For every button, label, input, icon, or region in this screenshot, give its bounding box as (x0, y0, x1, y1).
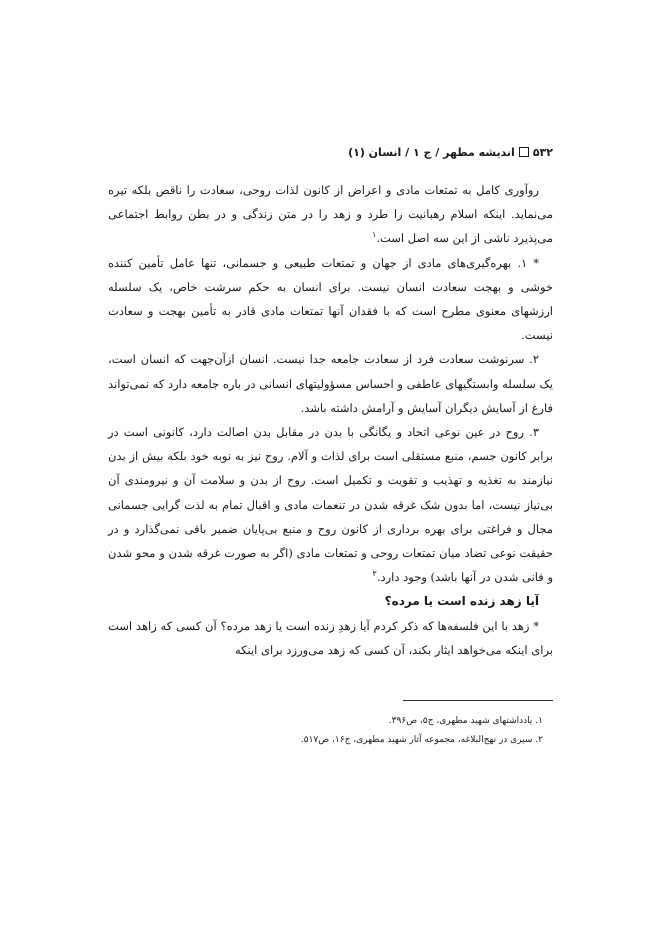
running-title: اندیشه مطهر / ج ۱ / انسان (۱) (348, 146, 515, 159)
section-heading: آیا زهد زنده است یا مرده؟ (384, 594, 539, 609)
paragraph-intro-text: روآوری کامل به تمتعات مادی و اعراض از کانون لذات روحی، سعادت را ناقص بلکه تیره می‌نماید. اینکه اسلام رهبانیت را طرد و زهد را در متن زندگی و در بطن روابط اجتماعی می‌پذیرد ناشی از این سه اصل است. (108, 183, 553, 246)
footnote-1: ۱. یادداشتهای شهید مطهری، ج۵، ص۳۹۶. (388, 716, 543, 726)
paragraph-principle-2: ۲. سرنوشت سعادت فرد از سعادت جامعه جدا نیست. انسان ازآن‌جهت که انسان است، یک سلسله وابستگیهای عاطفی و احساس مسؤولیتهای انسانی در باره جامعه دارد که نمی‌تواند فارغ از آسایش دیگران آسایش و آرامش داشته باشد. (108, 352, 553, 415)
footnote-2: ۲. سیری در نهج‌البلاغه، مجموعه آثار شهید مطهری، ج۱۶، ص۵۱۷. (300, 735, 543, 745)
footnotes (108, 712, 553, 750)
footnote-ref-2: ۲ (372, 569, 377, 579)
footnote-ref-1: ۱ (372, 230, 377, 240)
square-bullet-icon (519, 147, 529, 157)
footnote-divider (403, 700, 553, 701)
page-number: ۵۳۲ (532, 146, 553, 159)
paragraph-principle-3-text: ۳. روح در عین نوعی اتحاد و یگانگی با بدن در مقابل بدن اصالت دارد، کانونی است در برابر کانون جسم، منبع مستقلی است برای لذات و آلام. روح نیز به نوبه خود بلکه بیش از بدن نیازمند به تغذیه و تهذیب و تقویت و تکمیل است. روح از بدن و سلامت آن و نیرومندی آن بی‌نیاز نیست، اما بدون شک غرقه شدن در تنعمات مادی و اقبال تمام به لذت گرایی جسمانی مجال و فراغتی برای بهره برداری از کانون روح و منبع بی‌پایان ضمیر باقی نمی‌گذارد و در حقیقت نوعی تضاد میان تمتعات روحی و تمتعات مادی (اگر به صورت غرقه شدن و محو شدن و فانی شدن در آنها باشد) وجود دارد. (108, 425, 553, 585)
paragraph-principle-3 (108, 420, 553, 589)
paragraph-zuhd: * زهد با این فلسفه‌ها که ذکر کردم آیا زهدِ زنده است یا زهد مرده؟ آن کسی که زاهد است برای اینکه می‌خواهد ایثار بکند، آن کسی که زهد می‌ورزد برای اینکه (108, 618, 553, 657)
page-header (108, 146, 553, 159)
paragraph-principle-1: * ۱. بهره‌گیری‌های مادی از جهان و تمتعات طبیعی و جسمانی، تنها عامل تأمین کننده خوشی و بهجت سعادت انسان نیست. برای انسان به حکم سرشت خاص، یک سلسله ارزشهای معنوی مطرح است که با فقدان آنها تمتعات مادی قادر به تأمین بهجت و سعادت نیست. (108, 255, 553, 343)
body-text (108, 178, 553, 662)
paragraph-intro (108, 178, 553, 251)
